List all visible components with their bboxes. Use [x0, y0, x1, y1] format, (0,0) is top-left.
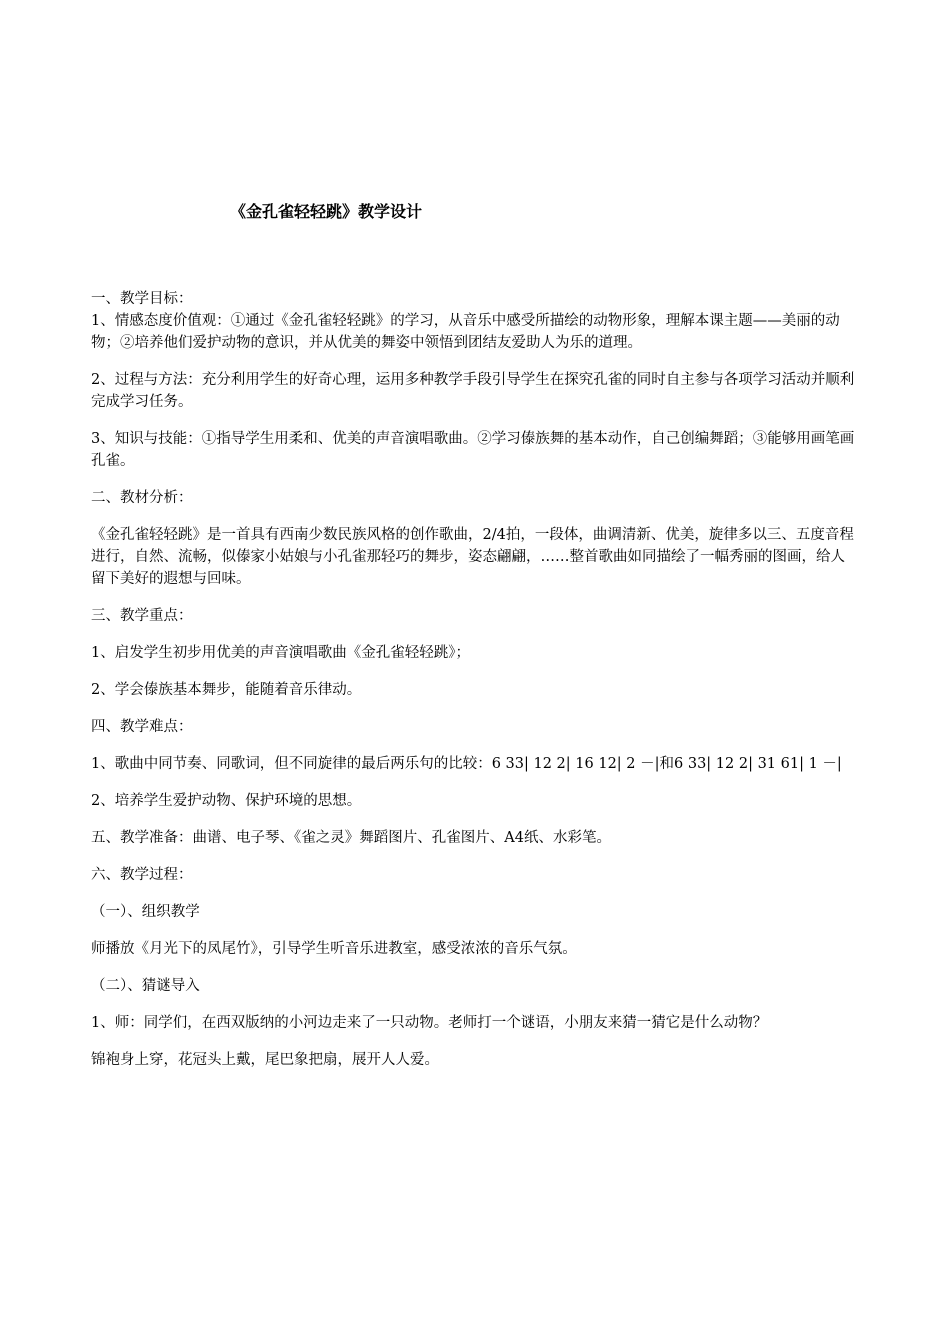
- subheading-riddle: （二）、猜谜导入: [91, 978, 200, 994]
- heading-analysis: 二、教材分析：: [91, 490, 193, 506]
- heading-objectives: 一、教学目标：: [91, 291, 193, 307]
- paragraph-difficulty-1: 1、歌曲中同节奏、同歌词，但不同旋律的最后两乐句的比较：6 33| 12 2| 16 12| 2 －|和6 33| 12 2| 31 61| 1 －|: [91, 756, 842, 772]
- document-title: 《金孔雀轻轻跳》教学设计: [230, 202, 423, 221]
- heading-key-points: 三、教学重点：: [91, 608, 193, 624]
- paragraph-riddle-intro: 1、师：同学们，在西双版纳的小河边走来了一只动物。老师打一个谜语，小朋友来猜一猜它是什么动物？: [91, 1015, 768, 1031]
- paragraph-riddle: 锦袍身上穿，花冠头上戴，尾巴象把扇，展开人人爱。: [91, 1052, 439, 1068]
- heading-difficulties: 四、教学难点：: [91, 719, 193, 735]
- heading-process: 六、教学过程：: [91, 867, 193, 883]
- paragraph-organize: 师播放《月光下的凤尾竹》，引导学生听音乐进教室，感受浓浓的音乐气氛。: [91, 941, 577, 957]
- document-body: [91, 288, 857, 1071]
- paragraph-objective-1: 1、情感态度价值观：①通过《金孔雀轻轻跳》的学习，从音乐中感受所描绘的动物形象，理解本课主题——美丽的动物；②培养他们爱护动物的意识，并从优美的舞姿中领悟到团结友爱助人为乐的道理。: [91, 313, 840, 351]
- paragraph-preparation: 五、教学准备：曲谱、电子琴、《雀之灵》舞蹈图片、孔雀图片、A4纸、水彩笔。: [91, 830, 611, 846]
- paragraph-key-point-2: 2、学会傣族基本舞步，能随着音乐律动。: [91, 682, 362, 698]
- subheading-organize: （一）、组织教学: [91, 904, 200, 920]
- paragraph-objective-2: 2、过程与方法：充分利用学生的好奇心理，运用多种教学手段引导学生在探究孔雀的同时自主参与各项学习活动并顺利完成学习任务。: [91, 372, 855, 410]
- paragraph-analysis: 《金孔雀轻轻跳》是一首具有西南少数民族风格的创作歌曲，2/4拍，一段体，曲调清新、优美，旋律多以三、五度音程进行，自然、流畅，似傣家小姑娘与小孔雀那轻巧的舞步，姿态翩翩，……整首歌曲如同描绘了一幅秀丽的图画，给人留下美好的遐想与回味。: [91, 527, 854, 587]
- paragraph-difficulty-2: 2、培养学生爱护动物、保护环境的思想。: [91, 793, 362, 809]
- paragraph-objective-3: 3、知识与技能：①指导学生用柔和、优美的声音演唱歌曲。②学习傣族舞的基本动作，自己创编舞蹈；③能够用画笔画孔雀。: [91, 431, 855, 469]
- paragraph-key-point-1: 1、启发学生初步用优美的声音演唱歌曲《金孔雀轻轻跳》；: [91, 645, 470, 661]
